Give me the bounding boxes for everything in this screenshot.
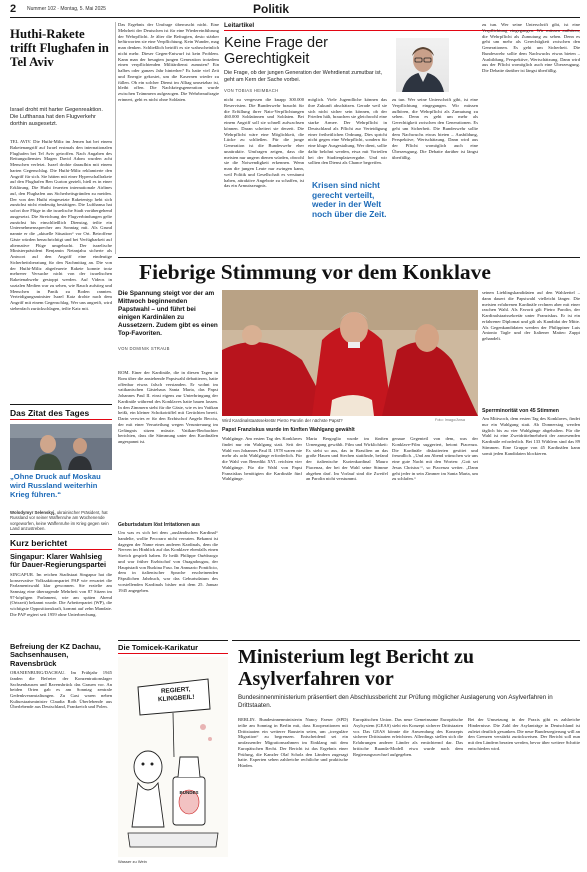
leitartikel-col-1: nicht zu vergessen die knapp 300.000 Reservisten. Die Bundeswehr braucht für die Erfüllung ihrer Nato-Verpflichtungen 460.000 Soldatinnen und Soldaten. Bei einem Angriff soll sie schnell aufwachsen können. Daran scheitert sie derzeit. Die Wehrpflicht wäre eine Möglichkeit, die Lücke zu schließen. Für die junge Generation ist die Bundeswehr eher unattraktiv. Umfragen zeigen, dass die meisten nur ungern dienen würden, obwohl sie die Notwendigkeit erkennen. Wenn man die jungen Leute nur zwingen kann, weil Politik und Gesellschaft es versäumt haben, attraktive Angebote zu schaffen, ist das ein Armutszeugnis. <box>224 97 304 189</box>
leitartikel-pull-quote: Krisen sind nicht gerecht verteilt, weder in der Welt noch über die Zeit. <box>312 180 387 219</box>
lead-body: TEL AVIV. Die Huthi-Miliz im Jemen hat bei einem Raketenangriff auf Israel erstmals den internationalen Flughafen bei Tel Aviv getroffen. Nach Angaben des Rettungsdienstes Magen David Adom wurden acht Menschen verletzt. Israel drohte daraufhin mit einem harten Gegenschlag. Die Huthi-Miliz reklamierte den Angriff für sich. Sie hätten mit einer Hyperschallrakete auf den Flughafen Ben Gurion gezielt, hieß es in einer Erklärung. Die Huthi feuerten internationale Airlines auf, den Flughafen aus Sicherheitsgründen zu meiden. Der von den Huthi eingesetzte Raketentyp hebt sich zunächst nicht eindeutig bestätigen. Die Lufthansa hat sofort ihre Flüge in die israelische Stadt vorübergehend ausgesetzt. Die Streichung der Flugverbindungen gelte zunächst bis einschließlich Dienstag, teilte ein Unternehmenssprecher am Sonntag mit. Als Grund nannte er die „aktuelle Situation“ vor Ort. Betroffene Gäste würden benachrichtigt und bei Verfügbarkeit auf alternative Flüge umgebucht. Der israelische Ministerpräsident Benjamin Netanjahu sicherte als Antwort auf den Angriff eine eindeutige Sicherheitsberatung für den Nachmittag an. Die von der Huthi-Miliz abgefeuerte Rakete konnte trotz mehrerer Versuche nicht von der israelischen Raketenabwehr gestoppt werden. Auf Videos in sozialen Medien war zu sehen, wie Rauch aufstieg und Menschen in Panik zu Boden rannten. Verteidigungsminister Israel Katz drohte nach dem Angriff mit einem Gegenschlag. Wer uns angreift, wird siebenfach zurückschlagen, teilte Katz mit. <box>10 139 112 311</box>
sperrminoritaet-body: Am Mittwoch, dem ersten Tag des Konklaves, findet nur ein Wahlgang statt. Ab Donnerstag werden täglich bis zu vier Wahlgänge abgehalten. Für die Wahl ist eine Zweidrittelmehrheit der anwesenden Kardinäle erforderlich. Bei 133 Wählern sind das 89 Stimmen. Eine Gruppe von 45 Kardinälen kann somit jeden Kandidaten blockieren. <box>482 416 580 456</box>
asyl-col-1: BERLIN. Bundesinnenministerin Nancy Faeser (SPD) teilte am Sonntag in Berlin mit, dass Kooperationen mit Drittstaaten ein weiterer Baustein seien, um „irreguläre Migration“ zu begrenzen. Entscheidend sei ein umfassender Migrationsrahmen im Einklang mit dem Europäischen Recht. Der Bericht ist das Ergebnis einer Prüfung, die Kanzler Olaf Scholz den Ländern zugesagt hatte. Experten sehen zahlreiche rechtliche und praktische Hürden. <box>238 717 348 768</box>
kurz-item-1 <box>10 553 112 642</box>
zitat-quote: „Ohne Druck auf Moskau wird Russland weiterhin Krieg führen.“ <box>10 472 101 499</box>
zitat-top-rule <box>10 404 112 405</box>
separator <box>115 22 116 254</box>
konklave-subhead-2: Papst Franziskus wurde im fünften Wahlgang gewählt <box>222 427 355 433</box>
page-number: 2 <box>10 3 17 15</box>
konklave-teaser: Die Spannung steigt vor der am Mittwoch beginnenden Papstwahl – und führt bei einigen Kardinälen zu Aussetzern. Zudem gibt es einen Top-Favoriten. <box>118 290 218 337</box>
konklave-top-rule <box>118 257 580 258</box>
karikatur-credit: Wasser zu Wein <box>118 859 147 864</box>
karikatur-drawing <box>118 657 228 857</box>
lead-headline: Huthi-Rakete trifft Flughafen in Tel Aviv <box>10 27 109 69</box>
issue-info: Nummer 102 · Montag, 5. Mai 2025 <box>27 6 106 12</box>
konklave-photo <box>222 290 478 416</box>
zitat-portrait <box>10 424 112 470</box>
konklave-subhead: Geburtsdatum löst Irritationen aus <box>118 522 200 528</box>
leitartikel-label: Leitartikel <box>224 22 255 29</box>
zitat-red-rule <box>10 419 112 420</box>
section-name: Politik <box>253 2 290 16</box>
karikatur-top-rule <box>118 640 228 641</box>
zitat-attribution <box>10 510 112 532</box>
asyl-col-2: Europäischen Union. Das neue Gemeinsame Europäische Asylsystem (GEAS) sieht ein Konzept sicherer Drittstaaten vor. Das GEAS könnte die Anwendung des Konzepts sicherer Drittstaaten erleichtern. Allerdings stellen sich die Erfahrungen anderer Länder als ernüchternd dar. Das britische Ruanda-Modell etwa wurde nach dem Regierungswechsel aufgegeben. <box>353 717 463 757</box>
asyl-col-3: Bei der Umsetzung in der Praxis gibt es zahlreiche Hindernisse. Die Zahl der Asylanträge in Deutschland ist zuletzt deutlich gesunken. Die neue Bundesregierung will an den Grenzen verstärkt zurückweisen. Der Bericht soll nun mit den Ländern beraten werden, bevor über weitere Schritte entschieden wird. <box>468 717 580 751</box>
konklave-col-5: genaue Gegenteil von dem, was der Konklave-Film suggeriert, betont Piacenza. Die Kardinäle diskutierten gesittet und freundlich. „Und am Abend wünschen wir uns eine gute Nacht mit den Worten: ‚Gott sei Jesus Christus‘“, so Piacenza weiter. „Dann geht jeder in sein Zimmer im Santa Marta, um zu schlafen.“ <box>392 436 478 482</box>
karikatur-red-rule <box>118 653 228 654</box>
konklave-col-1: ROM. Einer der Kardinäle, die in diesen Tagen in Rom über die anstehende Papstwahl debattieren, hatte offenbar etwas falsch verstanden. Er wohnt im vatikanischen Gästehaus Santa Marta, das Papst Johannes Paul II. einst eigens zur Unterbringung der Kardinäle während des Konklaves hatte bauen lassen. In den Zimmern steht für die Gäste, wie es im Vatikan heißt, ein kleiner Schokotrüffel mit Gerüchten bereit. Darin verwies er für den Erzbischof Angelo Becciu, der mit einer Verurteilung wegen Veruntreuung im Gefängnis sitzen müsste. Vatikan-Beobachter berichten, dass die Stimmung unter den Kardinälen angespannt ist. <box>118 370 218 444</box>
karikatur-title: Die Tomicek-Karikatur <box>118 643 199 652</box>
leitartikel-col-2: möglich. Viele Jugendliche können das ihre Zukunft abschätzen. Gerade weil sie sich nicht sicher sein können, ob der Frieden hält, brauchen sie gleichwohl eine starke Armee. Der Wehrpflicht in Deutschland als Pflicht zur Verteidigung einer freiheitlichen Ordnung. Dies spricht nicht gegen eine Wehrpflicht, sondern für eine kluge Ausgestaltung. Wer dient, sollte dafür belohnt werden, etwa mit Vorteilen bei der Studienplatzvergabe. Und wir sollten den Dienst als Chance begreifen. <box>308 97 387 166</box>
kurz-item-headline: Singapur: Klarer Wahlsieg für Dauer-Regierungspartei <box>10 552 107 570</box>
zitat-attribution-name: Wolodymyr Selenskyj, <box>10 510 56 515</box>
kurz-title: Kurz berichtet <box>10 538 68 548</box>
sperrminoritaet-subhead: Sperrminorität von 45 Stimmen <box>482 408 559 414</box>
kurz-item-2 <box>10 643 112 820</box>
right-column-top: zu tun. Wer seine Unterschrift gibt, ist eine Verpflichtung eingegangen. Wir müssen aufhören, die Wehrpflicht als Zumutung zu sehen. Denn es geht um mehr als Gerechtigkeit zwischen den Generationen. Es geht um Sicherheit. Die Bundeswehr sollte dem Nachwuchs etwas bieten – Ausbildung, Perspektive, Wertschätzung. Dann wird aus der Pflicht womöglich auch eine Überzeugung. Die Debatte darüber ist längst überfällig. <box>482 22 580 73</box>
kurz-item-headline: Befreiung der KZ Dachau, Sachsenhausen, Ravensbrück <box>10 642 101 668</box>
lead-teaser: Israel droht mit harter Gegenreaktion. Die Lufthansa hat den Flugverkehr dorthin ausgesetzt. <box>10 107 103 127</box>
author-portrait <box>396 38 449 92</box>
konklave-col-3: Wahlgänge. Am ersten Tag des Konklaves findet nur ein Wahlgang statt. Seit der Wahl von Johannes Paul II. 1978 waren nie mehr als acht Wahlgänge erforderlich. Für die Wahl von Benedikt XVI. reichten vier Wahlgänge. Für die Wahl von Papst Franziskus benötigten die Kardinäle fünf Wahlgänge. <box>222 436 302 482</box>
leitartikel-col-3: zu tun. Wer seine Unterschrift gibt, ist eine Verpflichtung eingegangen. Wir müssen aufhören, die Wehrpflicht als Zumutung zu sehen. Denn es geht um mehr als Gerechtigkeit zwischen den Generationen. Es geht um Sicherheit. Die Bundeswehr sollte dem Nachwuchs etwas bieten – Ausbildung, Perspektive, Wertschätzung. Dann wird aus der Pflicht womöglich auch eine Überzeugung. Die Debatte darüber ist längst überfällig. <box>392 97 478 160</box>
konklave-headline: Fiebrige Stimmung vor dem Konklave <box>139 260 491 284</box>
kurz-item-body: SINGAPUR. Im reichen Stadtstaat Singapur hat die konservative Volksaktionspartei PAP wie erwartet die Parlamentswahl klar gewonnen. Sie erzielte am Samstag eine überragende Mehrheit von 87 Sitzen im 97-köpfigen Parlament, wie am späten Abend (Ortszeit) bekannt wurde. Die Arbeiterpartei (WP), die wichtigste Oppositionskraft, kommt auf zehn Mandate. Die PAP regiert seit 1959 ohne Unterbrechung. <box>10 571 112 617</box>
zitat-title: Das Zitat des Tages <box>10 408 90 418</box>
asyl-top-rule <box>232 640 580 641</box>
konklave-col-6: seinen Lieblingskandidaten auf den Wahlzettel – dann dauert die Papstwahl vielleicht länger. Die meisten erfahrenen Kardinäle rechnen aber mit einer raschen Wahl. Als Favorit gilt Pietro Parolin, der Kardinalstaatssekretär unter Franziskus. Er ist ein erfahrener Diplomat und gilt als Kandidat der Mitte. Als Gegenkandidaten werden der Philippiner Luis Antonio Tagle und der Italiener Matteo Zuppi gehandelt. <box>482 290 580 341</box>
konklave-photo-caption: Wird Kardinalstaatssekretär Pietro Parolin der nächste Papst? <box>222 418 343 423</box>
konklave-photo-credit: Foto: Imago/Ansa <box>435 418 465 422</box>
leitartikel-byline: VON TOBIAS HEIMBACH <box>224 88 279 93</box>
kurz-red-rule <box>10 549 112 550</box>
middle-column-body: Das Ergebnis der Umfrage überrascht nicht. Eine Mehrheit der Deutschen ist für eine Wiedereinführung der Wehrpflicht. Je älter die Befragten, desto stärker befürworten sie eine Verpflichtung. Kein Wunder, mag man denken. Schließlich betrifft es sie wahrscheinlich nicht mehr. Dieser Gegen-Entwurf ist kein Problem. Kann man der besagten jungen Generation trotzdem einen verpflichtenden Militärdienst zumuten? Ein halbes oder ganzes Jahr hinterher? Es hatte viel Zeit und Energie gekostet, um die Kasernen wieder zu füllen. Ob ein solcher Dienst im Alltag umsetzbar ist, bleibt offen. Die Nachkriegsgeneration wurde zwischen Trümmern aufgezogen. Die Wehrbeauftragte erinnert, geht es nicht ohne Soldaten. <box>118 22 219 102</box>
leitartikel-headline: Keine Frage der Gerechtigkeit <box>224 35 328 67</box>
konklave-byline: VON DOMINIK STRAUB <box>118 346 170 351</box>
karikatur-label: BUNDES <box>179 790 199 795</box>
konklave-col-4: Maria Bergoglio wurde im fünften Urnengang gewählt. Film und Wirklichkeit: Es sieht so aus, das in Brasilien an das große Hauen und Stechen stattfinde, befand der italienische Kurienkardinal Mauro Piacenza, der bei der Wahl seine Stimme abgeben darf. Im Vorlauf sind die Zweifel an Parolin nicht verstummt. <box>306 436 388 482</box>
leitartikel-teaser: Die Frage, ob der jungen Generation der Wehrdienst zumutbar ist, geht am Kern der Sache vorbei. <box>224 70 383 83</box>
masthead-rule <box>10 17 580 18</box>
asyl-headline: Ministerium legt Bericht zu Asylverfahren vor <box>238 646 475 690</box>
karikatur-sign: REGIERT, KLINGBEIL! <box>157 685 195 704</box>
asyl-teaser: Bundesinnenministerium präsentiert den Abschlussbericht zur Prüfung möglicher Auslagerung von Asylverfahren in Drittstaaten. <box>238 694 553 709</box>
kurz-item-body: ORANIENBURG/DACHAU. Im Frühjahr 1945 fanden die Befreier der Konzentrationslager Sachsenhausen und Ravensbrück das Grauen vor. An beiden Orten gab es am Sonntag zentrale Gedenkveranstaltungen. Zu Gast waren neben Kulturstaatsminister Claudia Roth Überlebende aus Überlebende aus Deutschland, Frankreich und Polen. <box>10 670 112 710</box>
zitat-attribution-text: ukrainischer Präsident, hat Russland vor seiner Waffenruhe am Wochenende vorgeworfen, keine Waffenruhe im Krieg gegen sein Land anzustreben. <box>10 510 109 532</box>
konklave-col-2: Um was es sich bei dem „ausländischen Kardinal“ handelte, wollte Pecoraro nicht verraten. Bekannt ist dagegen der Name eines anderen Kardinals, dem die Nerven im Hinblick auf das Konklave ebenfalls einen Streich gespielt haben. Er heißt Philippe Ouédraogo und war früher Erzbischof von Ouagadougou, der Hauptstadt von Burkina Faso. Im Annuario Pontificio, dem in italienischer Sprache erscheinenden Päpstlichen Jahrbuch, war das Geburtsdatum des vorstellenden Kardinals bisher mit dem 25. Januar 1945 angegeben. <box>118 530 218 593</box>
kurz-top-rule <box>10 534 112 535</box>
